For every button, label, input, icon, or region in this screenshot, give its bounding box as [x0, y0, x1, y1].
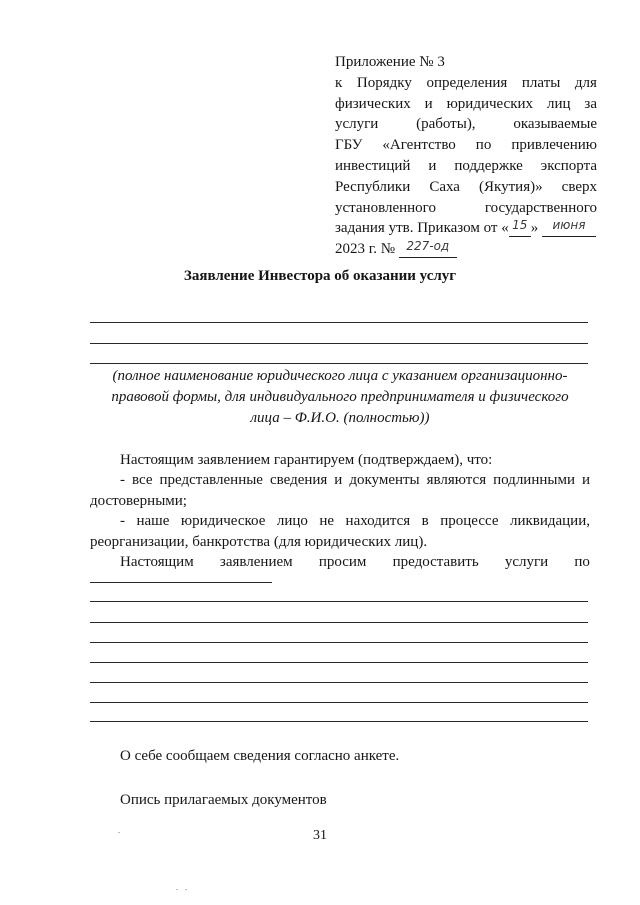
service-line-7[interactable] [90, 721, 588, 722]
appendix-word: к [335, 74, 343, 91]
appendix-word: (работы), [416, 116, 476, 133]
document-title: Заявление Инвестора об оказании услуг [183, 268, 457, 284]
appendix-word: для [574, 74, 597, 91]
appendix-header [335, 52, 597, 260]
appendix-word: по [475, 137, 492, 154]
appendix-word: физических [335, 95, 411, 112]
appendix-word: (Якутия)» [479, 178, 543, 195]
appendix-word: платы [521, 74, 561, 91]
questionnaire-note: О себе сообщаем сведения согласно анкете. [120, 748, 400, 764]
appendix-line-7 [335, 177, 597, 198]
appendix-line-3 [335, 94, 597, 115]
appendix-line-4 [335, 114, 597, 135]
appendix-word: «Агентство [382, 137, 456, 154]
order-day-handwritten: 15 [512, 218, 528, 233]
appendix-word: оказываемые [513, 116, 597, 133]
appendix-order-number [335, 239, 597, 260]
appendix-line-5 [335, 135, 597, 156]
applicant-name-caption: (полное наименование юридического лица с указанием организационно-правовой формы, для индивидуального предпринимателя и физического лица – Ф.И.О. (полностью)) [111, 368, 569, 426]
appendix-word: и [428, 157, 437, 174]
appendix-word: сверх [561, 178, 597, 195]
order-number-field [399, 241, 457, 258]
request-word: по [574, 554, 590, 570]
appendix-word: определения [426, 74, 508, 91]
service-request-words [90, 552, 590, 573]
appendix-word: и [424, 95, 433, 112]
appendix-line-8 [335, 198, 597, 219]
service-line-3[interactable] [90, 642, 588, 643]
appendix-word: ГБУ [335, 137, 363, 154]
order-date-prefix: задания утв. Приказом от « [335, 220, 509, 237]
appendix-word: услуги [335, 116, 379, 133]
scan-speck [185, 889, 187, 890]
service-line-6[interactable] [90, 702, 588, 703]
guarantee-item-authentic: - все представленные сведения и документы являются подлинными и достоверными; [90, 472, 590, 509]
service-line-5[interactable] [90, 682, 588, 683]
appendix-word: привлечению [511, 137, 597, 154]
guarantee-item-not-liquidated: - наше юридическое лицо не находится в процессе ликвидации, реорганизации, банкротства (для юридических лиц). [90, 513, 590, 550]
order-year-prefix: 2023 г. № [335, 241, 396, 258]
appendix-word: инвестиций [335, 157, 411, 174]
order-number-handwritten: 227-од [406, 239, 450, 254]
request-word: заявлением [219, 554, 293, 570]
appendix-order-date [335, 218, 597, 239]
scan-speck [118, 832, 120, 833]
service-name-line-short[interactable] [90, 582, 272, 583]
appendix-word: государственного [484, 199, 597, 216]
appendix-word: за [584, 95, 597, 112]
request-word: предоставить [392, 554, 479, 570]
request-word: просим [318, 554, 367, 570]
page-number: 31 [313, 828, 327, 843]
appendix-word: Саха [429, 178, 460, 195]
appendix-word: установленного [335, 199, 436, 216]
request-word: Настоящим [120, 554, 194, 570]
appendix-word: Республики [335, 178, 411, 195]
order-date-mid: » [530, 220, 539, 237]
service-request-line [90, 552, 590, 573]
appendix-line-1: Приложение № 3 [335, 54, 445, 70]
appendix-word: лиц [546, 95, 571, 112]
order-day-field [509, 220, 531, 237]
applicant-name-line-2[interactable] [90, 343, 588, 344]
service-line-1[interactable] [90, 601, 588, 602]
appendix-line-6 [335, 156, 597, 177]
request-word: услуги [504, 554, 549, 570]
order-month-field [542, 220, 596, 237]
appendix-line-2 [335, 73, 597, 94]
attachments-inventory-heading: Опись прилагаемых документов [120, 792, 327, 808]
service-line-2[interactable] [90, 622, 588, 623]
service-line-4[interactable] [90, 662, 588, 663]
appendix-word: экспорта [540, 157, 597, 174]
appendix-word: Порядку [356, 74, 412, 91]
scan-speck [176, 889, 178, 890]
guarantee-intro: Настоящим заявлением гарантируем (подтверждаем), что: [120, 452, 493, 468]
order-month-handwritten: июня [552, 218, 586, 233]
appendix-word: поддержке [454, 157, 523, 174]
applicant-name-line-3[interactable] [90, 363, 588, 364]
appendix-word: юридических [446, 95, 534, 112]
applicant-name-line-1[interactable] [90, 322, 588, 323]
